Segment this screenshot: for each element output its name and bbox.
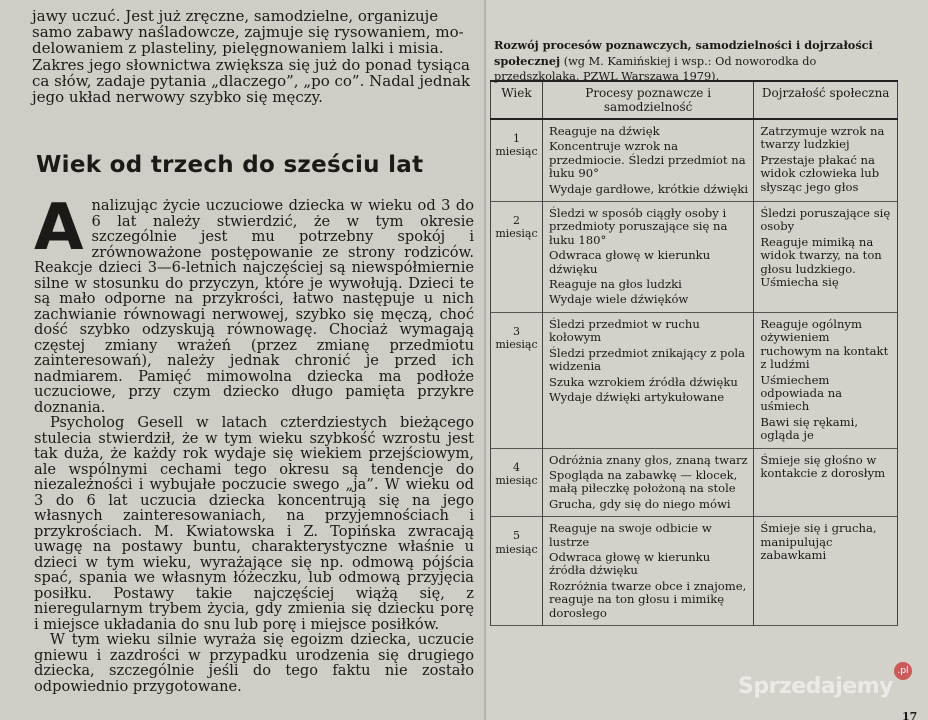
section-heading: Wiek od trzech do sześciu lat (36, 152, 424, 178)
body-text (34, 191, 474, 695)
cognitive-item: Grucha, gdy się do niego mówi (548, 496, 731, 511)
cognitive-item: Koncentruje wzrok na przedmiocie. Śledzi przedmiot na łuku 90° (548, 139, 746, 181)
cognitive-cell (542, 448, 753, 517)
cognitive-item: Wydaje wiele dźwięków (548, 292, 689, 307)
cognitive-cell (542, 202, 753, 313)
intro-line: ca słów, zadaje pytania „dlaczego”, „po co”. Nadal jednak (32, 71, 471, 90)
table-row (491, 202, 898, 313)
cognitive-item: Reaguje na dźwięk (548, 124, 660, 138)
intro-line: jawy uczuć. Jest już zręczne, samodzielne, organizuje (32, 7, 439, 25)
cognitive-cell (542, 119, 753, 202)
cognitive-item: Odwraca głowę w kierunku źródła dźwięku (548, 549, 711, 578)
social-item: Śledzi poruszające się osoby (760, 206, 891, 234)
social-item: Bawi się rękami, ogląda je (760, 414, 859, 443)
paragraph: W tym wieku silnie wyraża się egoizm dziecka, uczucie gniewu i zazdrości w przypadku urodzenia się drugiego dziecka, szczególnie jeśli do tego faktu nie zostało odpowiednio przygotowane. (34, 631, 474, 695)
table-body (491, 119, 898, 626)
column-header-age: Wiek (491, 81, 543, 119)
cognitive-item: Śledzi przedmiot znikający z pola widzenia (548, 345, 746, 374)
cognitive-item: Wydaje gardłowe, krótkie dźwięki (548, 181, 749, 196)
table-caption-title: Rozwój procesów poznawczych, samodzielności i dojrzałości społecznej (494, 38, 873, 68)
age-cell: 4 miesiąc (491, 448, 543, 517)
social-item: Śmieje się i grucha, manipulując zabawkami (760, 521, 877, 562)
social-cell (754, 202, 898, 313)
table-caption-source: (wg M. Kamińskiej i wsp.: Od noworodka do przedszkolaka. PZWL Warszawa 1979). (494, 54, 817, 83)
watermark-badge: .pl (894, 662, 912, 680)
cognitive-item: Odróżnia znany głos, znaną twarz (548, 452, 748, 467)
social-cell (754, 119, 898, 202)
intro-line: jego układ nerwowy szybko się męczy. (32, 88, 323, 107)
column-header-cognitive: Procesy poznawcze i samodzielność (542, 81, 753, 119)
page-number: 17 (902, 710, 918, 720)
column-header-social: Dojrzałość społeczna (754, 81, 898, 119)
cognitive-cell (542, 312, 753, 448)
cognitive-item: Rozróżnia twarze obce i znajome, reaguje na ton głosu i mimikę dorosłego (548, 578, 747, 620)
cognitive-item: Reaguje na głos ludzki (548, 277, 682, 292)
cognitive-item: Śledzi przedmiot w ruchu kołowym (548, 316, 700, 345)
drop-cap: A (34, 191, 84, 265)
table-caption (494, 38, 896, 85)
development-table (490, 80, 898, 626)
paragraph-text: nalizując życie uczuciowe dziecka w wieku od 3 do 6 lat należy stwierdzić, że w tym okresie szczególnie jest mu potrzebny spokój i zrównoważone postępowanie ze strony rodziców. Reakcje dzieci 3—6-letnich najczęściej są niewspółmiernie silne w stosunku do przyczyn, które je wywołują. Dzieci te są mało odporne na przykrości, łatwo następuje u nich zachwianie równowagi nerwowej, szybko się męczą, choć dość szybko odzyskują równowagę. Chociaż wymagają częstej zmiany wrażeń (przez zmianę przedmiotu zainteresowań), należy jednak chronić je przed ich nadmiarem. Pamięć mimowolna dziecka ma podłoże uczuciowe, przy czym dziecko długo pamięta przykre doznania. (34, 197, 474, 416)
social-cell (754, 448, 898, 517)
intro-text (32, 8, 472, 105)
age-cell: 1 miesiąc (491, 119, 543, 202)
table-row (491, 448, 898, 517)
paragraph (34, 191, 474, 416)
social-cell (754, 312, 898, 448)
watermark-logo: Sprzedajemy (738, 674, 893, 699)
cognitive-item: Reaguje na swoje odbicie w lustrze (548, 521, 712, 549)
intro-line: Zakres jego słownictwa zwiększa się już do ponad tysiąca (32, 55, 470, 74)
social-item: Śmieje się głośno w kontakcie z dorosłym (760, 452, 886, 480)
paragraph: Psycholog Gesell w latach czterdziestych bieżącego stulecia stwierdził, że w tym wieku szybkość wzrostu jest tak duża, że każdy rok wydaje się wiekiem przejściowym, ale wspólnymi cechami tego okresu są tendencje do niezależności i wybujałe poczucie swego „ja”. W wieku od 3 do 6 lat uczucia dziecka koncentrują się na jego własnych zainteresowaniach, na przyjemnościach i przykrościach. M. Kwiatowska i Z. Topińska zwracają uwagę na postawy buntu, charakterystyczne właśnie u dzieci w tym wieku, wyrażające się np. odmową pójścia spać, spania we własnym łóżeczku, lub odmową przyjęcia posiłku. Postawy takie najczęściej wiążą się, z nieregularnym trybem życia, gdy zmienia się dziecku porę i miejsce układania do snu lub porę i miejsce posiłków. (34, 414, 474, 633)
table-row (491, 312, 898, 448)
social-item: Uśmiechem odpowiada na uśmiech (760, 372, 843, 414)
cognitive-item: Spogląda na zabawkę — klocek, małą piłeczkę położoną na stole (548, 467, 738, 496)
social-item: Zatrzymuje wzrok na twarzy ludzkiej (760, 124, 885, 152)
cognitive-item: Szuka wzrokiem źródła dźwięku (548, 374, 738, 389)
cognitive-item: Odwraca głowę w kierunku dźwięku (548, 248, 711, 276)
cognitive-item: Wydaje dźwięki artykułowane (548, 389, 725, 404)
social-item: Przestaje płakać na widok człowieka lub słysząc jego głos (760, 152, 880, 194)
intro-line: samo zabawy naśladowcze, zajmuje się rysowaniem, mo- (32, 23, 464, 42)
age-cell: 5 miesiąc (491, 517, 543, 626)
intro-line: delowaniem z plasteliny, pielęgnowaniem lalki i misia. (32, 39, 444, 58)
cognitive-item: Śledzi w sposób ciągły osoby i przedmioty poruszające się na łuku 180° (548, 206, 728, 247)
table-row (491, 517, 898, 626)
cognitive-cell (542, 517, 753, 626)
age-cell: 3 miesiąc (491, 312, 543, 448)
social-cell (754, 517, 898, 626)
table-row (491, 119, 898, 202)
social-item: Reaguje mimiką na widok twarzy, na ton głosu ludzkiego. Uśmiecha się (760, 234, 882, 290)
social-item: Reaguje ogólnym ożywieniem ruchowym na kontakt z ludźmi (760, 316, 889, 372)
age-cell: 2 miesiąc (491, 202, 543, 313)
table-header-row (491, 81, 898, 119)
